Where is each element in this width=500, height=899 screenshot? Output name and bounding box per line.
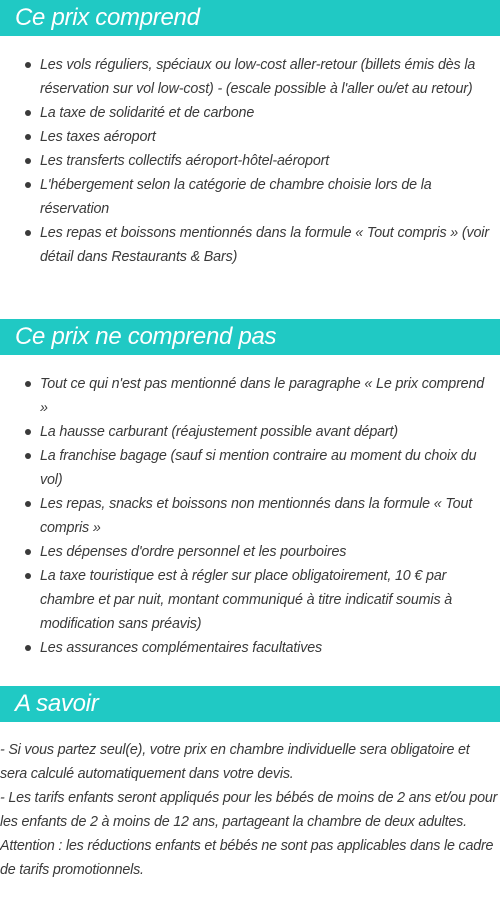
list-item: La hausse carburant (réajustement possible avant départ)	[0, 420, 500, 444]
list-item: Les assurances complémentaires facultatives	[0, 636, 500, 660]
list-item: Les repas, snacks et boissons non mentionnés dans la formule « Tout compris »	[0, 492, 500, 540]
section-price-includes	[0, 0, 500, 269]
info-paragraph: - Les tarifs enfants seront appliqués pour les bébés de moins de 2 ans et/ou pour les enfants de 2 à moins de 12 ans, partageant la chambre de deux adultes.	[0, 790, 498, 830]
section-good-to-know	[0, 686, 500, 882]
list-item: Les repas et boissons mentionnés dans la formule « Tout compris » (voir détail dans Restaurants & Bars)	[0, 221, 500, 269]
list-item: La franchise bagage (sauf si mention contraire au moment du choix du vol)	[0, 444, 500, 492]
list-item: Tout ce qui n'est pas mentionné dans le paragraphe « Le prix comprend »	[0, 372, 500, 420]
info-paragraph: Attention : les réductions enfants et bébés ne sont pas applicables dans le cadre de tarifs promotionnels.	[0, 838, 494, 878]
price-excludes-list	[0, 355, 500, 660]
list-item: Les vols réguliers, spéciaux ou low-cost aller-retour (billets émis dès la réservation sur vol low-cost) - (escale possible à l'aller ou/et au retour)	[0, 53, 500, 101]
list-item: L'hébergement selon la catégorie de chambre choisie lors de la réservation	[0, 173, 500, 221]
price-includes-list	[0, 36, 500, 269]
list-item: La taxe de solidarité et de carbone	[0, 101, 500, 125]
list-item: Les dépenses d'ordre personnel et les pourboires	[0, 540, 500, 564]
list-item: La taxe touristique est à régler sur place obligatoirement, 10 € par chambre et par nuit, montant communiqué à titre indicatif soumis à modification sans préavis)	[0, 564, 500, 636]
section-price-excludes	[0, 319, 500, 660]
info-paragraph: - Si vous partez seul(e), votre prix en chambre individuelle sera obligatoire et sera calculé automatiquement dans votre devis.	[0, 742, 470, 782]
section-title-good-to-know: A savoir	[0, 686, 500, 722]
section-title-price-excludes: Ce prix ne comprend pas	[0, 319, 500, 355]
list-item: Les taxes aéroport	[0, 125, 500, 149]
good-to-know-text	[0, 722, 500, 882]
list-item: Les transferts collectifs aéroport-hôtel-aéroport	[0, 149, 500, 173]
section-title-price-includes: Ce prix comprend	[0, 0, 500, 36]
